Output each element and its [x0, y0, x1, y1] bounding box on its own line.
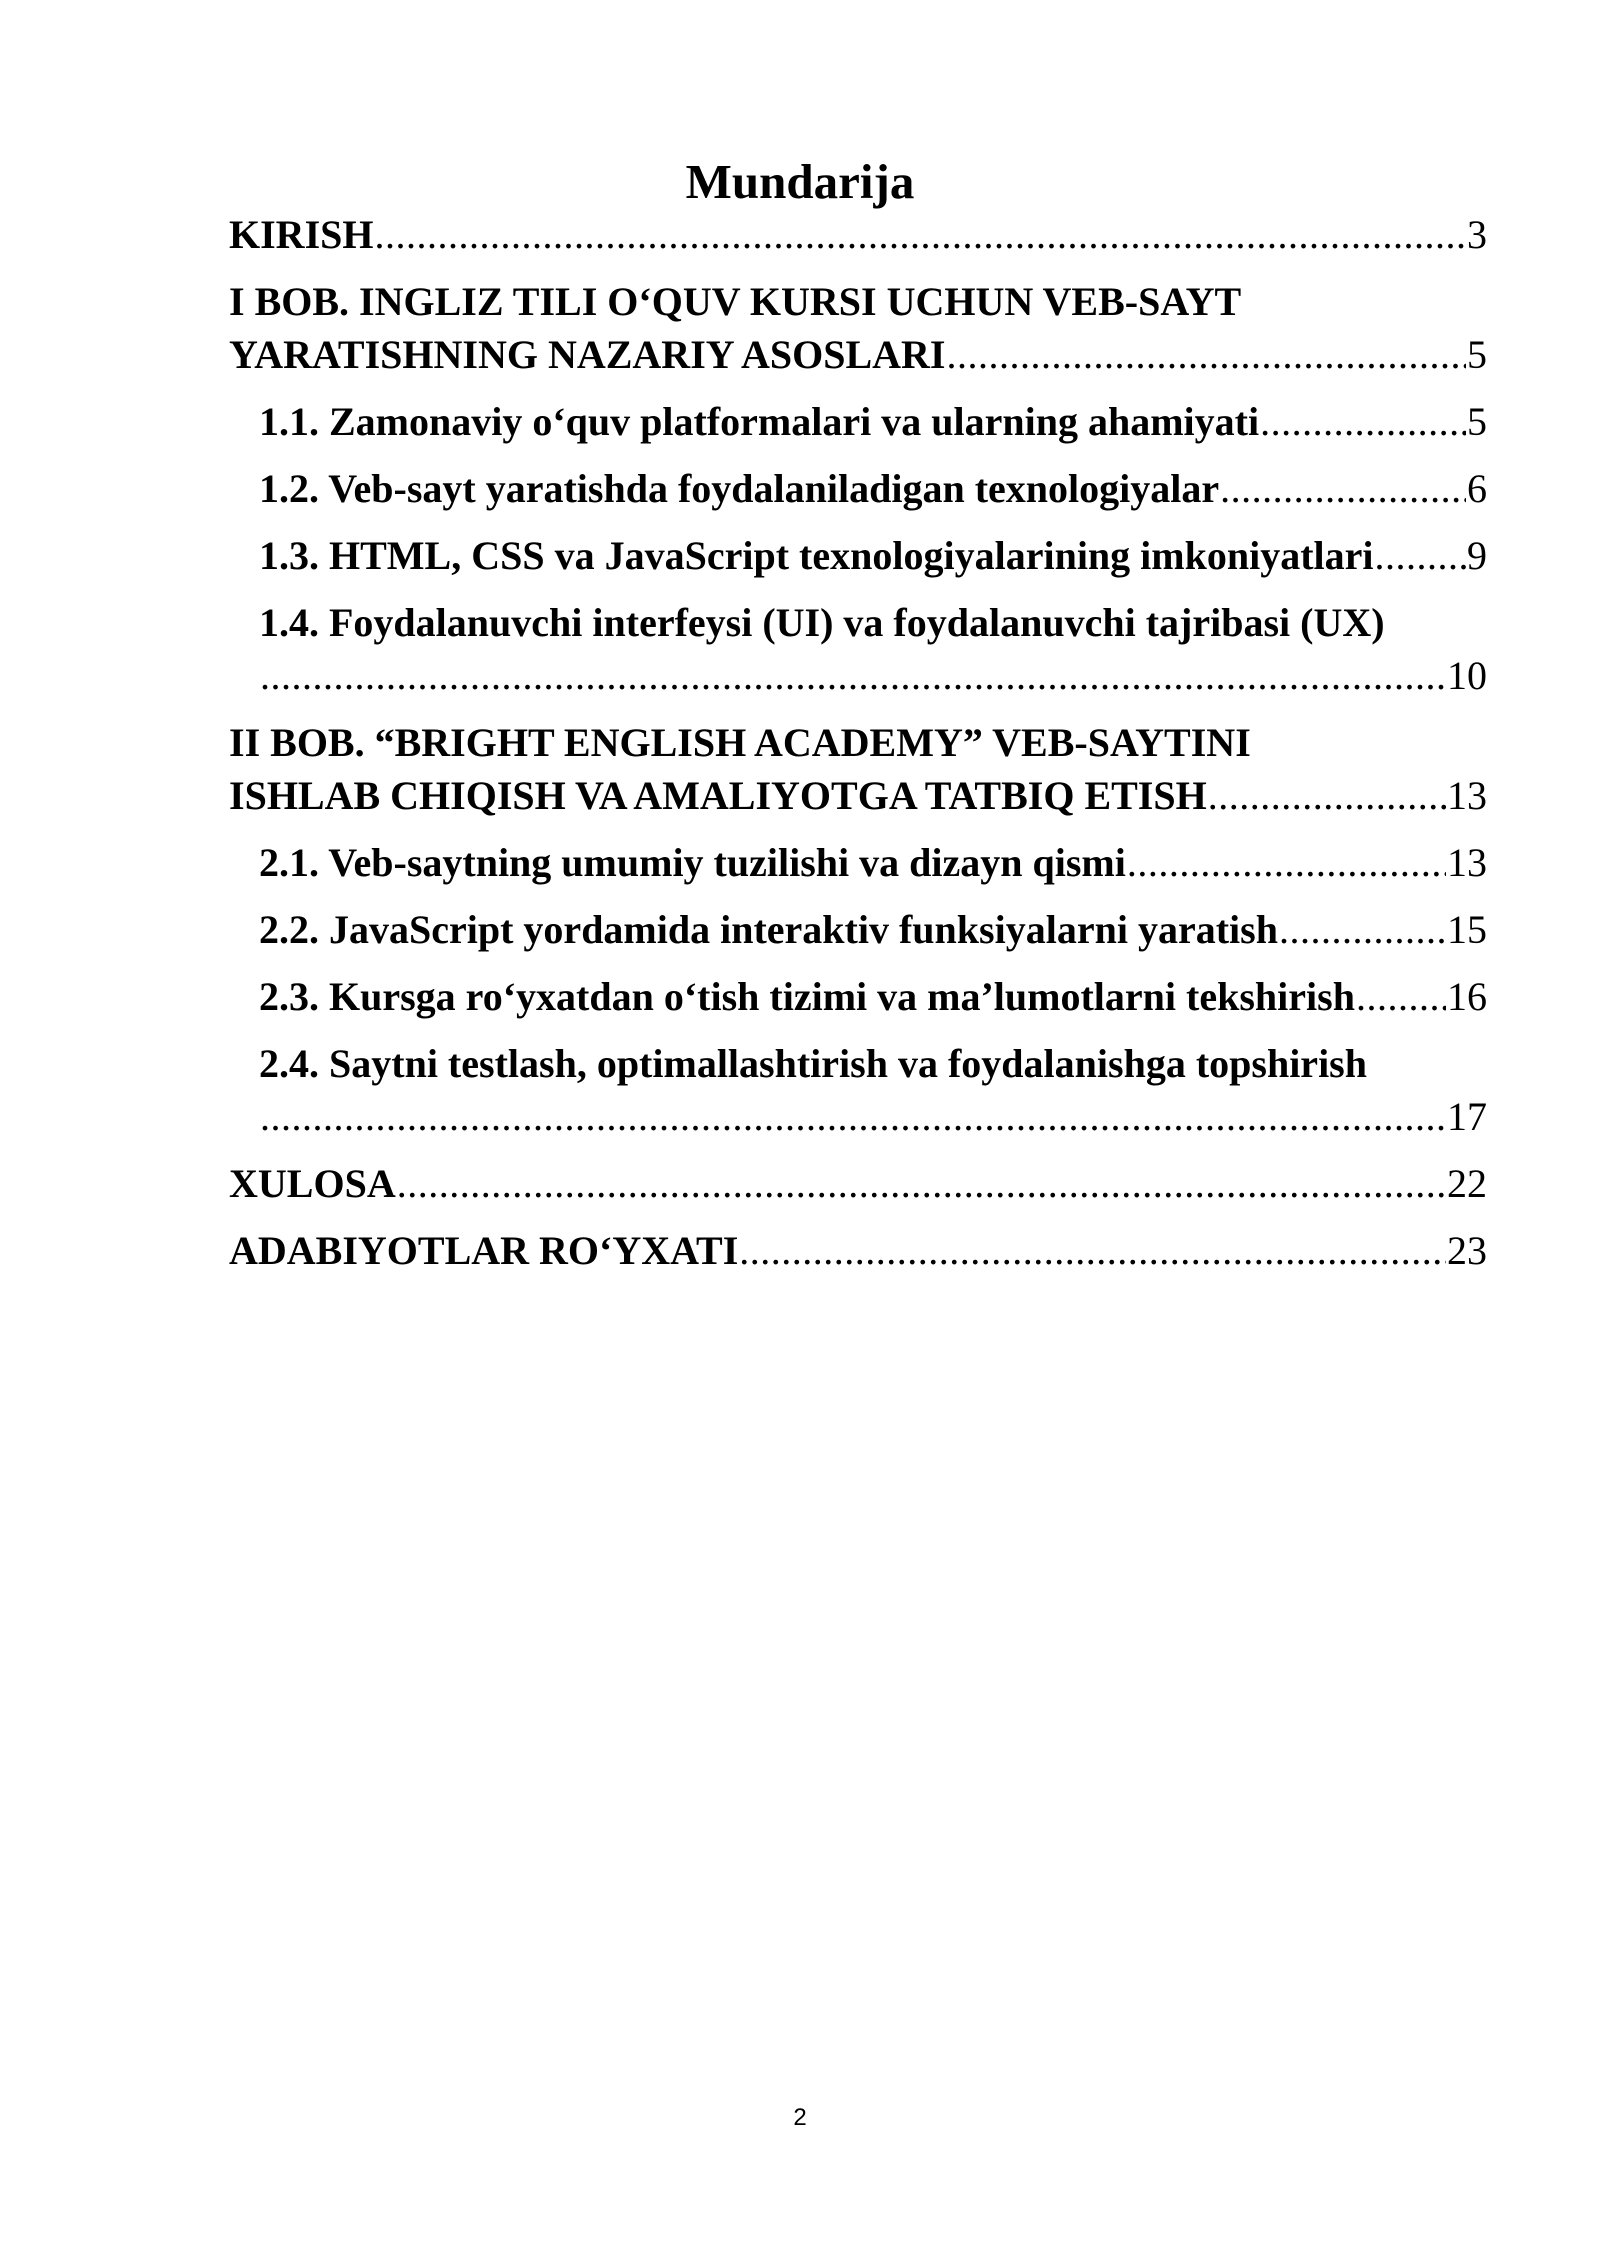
toc-chapter-entry[interactable] — [229, 275, 1487, 381]
toc-chapter-entry[interactable] — [229, 716, 1487, 822]
dot-leader — [260, 649, 1446, 702]
toc-entry-leader-line — [259, 970, 1487, 1023]
toc-entry-title: KIRISH — [229, 212, 374, 257]
toc-section-entry[interactable] — [229, 970, 1487, 1023]
toc-entry-title-line: 2.4. Saytni testlash, optimallashtirish va foydalanishga topshirish — [259, 1041, 1367, 1086]
dot-leader — [1279, 903, 1446, 956]
dot-leader — [1356, 970, 1446, 1023]
toc-page-number: 13 — [1447, 840, 1487, 885]
toc-entry-leader-line — [229, 328, 1487, 381]
toc-entry-title-line: II BOB. “BRIGHT ENGLISH ACADEMY” VEB-SAYTINI — [229, 720, 1251, 765]
dot-leader — [397, 1157, 1446, 1210]
toc-entry-title: 1.3. HTML, CSS va JavaScript texnologiyalarining imkoniyatlari — [259, 533, 1374, 578]
toc-entry-leader-line — [259, 395, 1487, 448]
toc-page-number: 10 — [1447, 653, 1487, 698]
dot-leader — [739, 1224, 1446, 1277]
toc-entry-title: ISHLAB CHIQISH VA AMALIYOTGA TATBIQ ETISH — [229, 773, 1207, 818]
toc-section-entry[interactable] — [229, 596, 1487, 702]
toc-entry-leader-line — [229, 1157, 1487, 1210]
toc-page-number: 17 — [1447, 1094, 1487, 1139]
toc-entry-leader-line — [259, 903, 1487, 956]
toc-entry-title: 2.3. Kursga ro‘yxatdan o‘tish tizimi va ma’lumotlarni tekshirish — [259, 974, 1355, 1019]
toc-entry-title: XULOSA — [229, 1161, 396, 1206]
dot-leader — [1375, 529, 1466, 582]
toc-section-entry[interactable] — [229, 529, 1487, 582]
toc-section-entry[interactable] — [229, 462, 1487, 515]
toc-entry-title: 1.1. Zamonaviy o‘quv platformalari va ularning ahamiyati — [259, 399, 1260, 444]
toc-entry-title: 2.2. JavaScript yordamida interaktiv funksiyalarni yaratish — [259, 907, 1278, 952]
dot-leader — [1220, 462, 1466, 515]
page-number: 2 — [793, 2104, 807, 2131]
toc-page-number: 6 — [1467, 466, 1487, 511]
toc-entry-leader-line — [259, 649, 1487, 702]
dot-leader — [1127, 836, 1446, 889]
toc-page-number: 3 — [1467, 212, 1487, 257]
toc-page-number: 5 — [1467, 399, 1487, 444]
toc-entry-leader-line — [229, 769, 1487, 822]
toc-page-number: 15 — [1447, 907, 1487, 952]
toc-page-number: 22 — [1447, 1161, 1487, 1206]
toc-entry-leader-line — [259, 462, 1487, 515]
dot-leader — [260, 1090, 1446, 1143]
toc-chapter-entry[interactable] — [229, 208, 1487, 261]
dot-leader — [375, 208, 1467, 261]
dot-leader — [1260, 395, 1466, 448]
toc-entry-title: 2.1. Veb-saytning umumiy tuzilishi va dizayn qismi — [259, 840, 1126, 885]
toc-section-entry[interactable] — [229, 903, 1487, 956]
toc-chapter-entry[interactable] — [229, 1157, 1487, 1210]
toc-entry-leader-line — [229, 208, 1487, 261]
toc-entry-title: 1.2. Veb-sayt yaratishda foydalaniladigan texnologiyalar — [259, 466, 1220, 511]
toc-entry-title-line: 1.4. Foydalanuvchi interfeysi (UI) va foydalanuvchi tajribasi (UX) — [259, 600, 1385, 645]
toc-entry-leader-line — [259, 1090, 1487, 1143]
toc-entry-leader-line — [259, 529, 1487, 582]
toc-entry-leader-line — [259, 836, 1487, 889]
toc-page-number: 16 — [1447, 974, 1487, 1019]
toc-section-entry[interactable] — [229, 836, 1487, 889]
toc-page-number: 5 — [1467, 332, 1487, 377]
toc-section-entry[interactable] — [229, 1037, 1487, 1143]
toc-entry-leader-line — [229, 1224, 1487, 1277]
toc-chapter-entry[interactable] — [229, 1224, 1487, 1277]
table-of-contents — [229, 208, 1487, 1277]
page-title: Mundarija — [685, 154, 915, 209]
toc-entry-title-line: I BOB. INGLIZ TILI O‘QUV KURSI UCHUN VEB-SAYT — [229, 279, 1242, 324]
dot-leader — [946, 328, 1466, 381]
dot-leader — [1208, 769, 1446, 822]
toc-page-number: 23 — [1447, 1228, 1487, 1273]
toc-entry-title: YARATISHNING NAZARIY ASOSLARI — [229, 332, 946, 377]
toc-entry-title: ADABIYOTLAR RO‘YXATI — [229, 1228, 739, 1273]
toc-page-number: 9 — [1467, 533, 1487, 578]
toc-page-number: 13 — [1447, 773, 1487, 818]
toc-section-entry[interactable] — [229, 395, 1487, 448]
